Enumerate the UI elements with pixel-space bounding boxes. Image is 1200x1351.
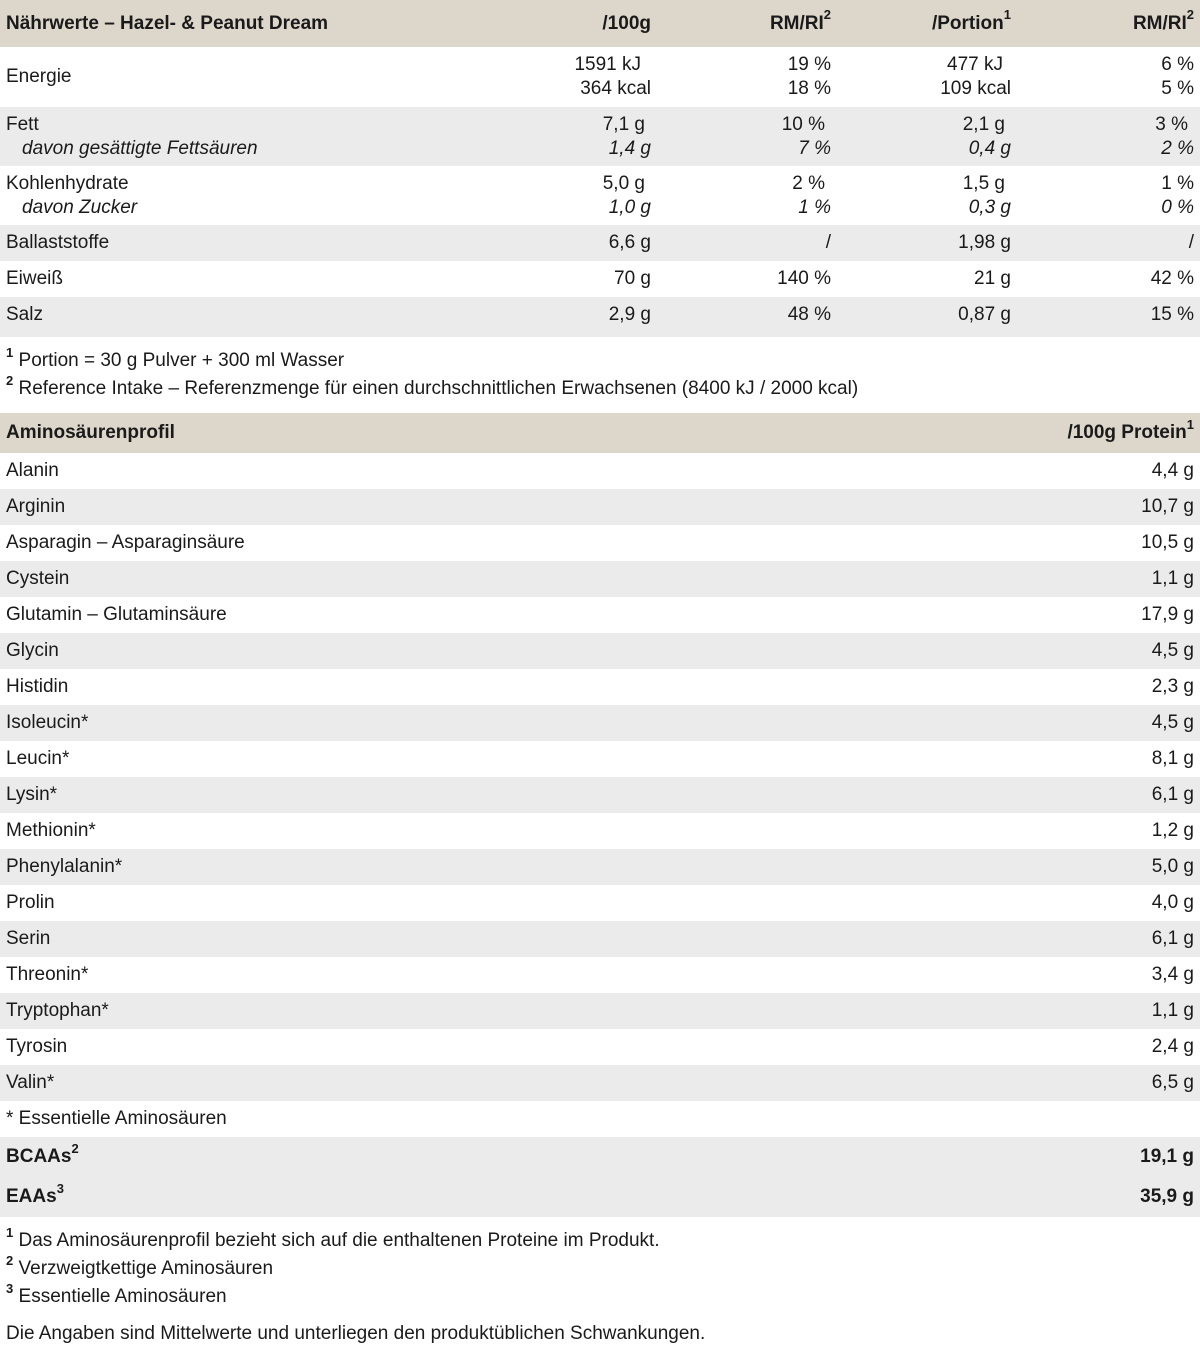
row-label: Energie [0, 47, 460, 107]
value: 1,5 g [962, 172, 1005, 194]
value: 1591 kJ [574, 54, 641, 75]
amino-label: Leucin* [0, 741, 900, 777]
bcaa-row [0, 1137, 1200, 1177]
nutrition-table [0, 0, 1200, 337]
bcaa-value: 19,1 g [900, 1137, 1200, 1177]
amino-label: Isoleucin* [0, 705, 900, 741]
amino-label: Prolin [0, 885, 900, 921]
amino-label: Glycin [0, 633, 900, 669]
nutrition-title: Nährwerte – Hazel- & Peanut Dream [0, 0, 460, 47]
amino-value: 5,0 g [900, 849, 1200, 885]
table-row [0, 705, 1200, 741]
col-per-100g: /100g [460, 0, 657, 47]
footnote: $^3$ Essentielle Aminosäuren [6, 1280, 227, 1307]
value: 2,9 g [460, 297, 657, 333]
value: 0,4 g [968, 137, 1011, 159]
value: / [657, 225, 837, 261]
amino-title: Aminosäurenprofil [0, 413, 900, 453]
table-row [0, 1029, 1200, 1065]
essential-note: * Essentielle Aminosäuren [0, 1101, 1200, 1137]
value: 6,6 g [460, 225, 657, 261]
table-row [0, 777, 1200, 813]
table-row [0, 489, 1200, 525]
value: 3 % [1155, 113, 1188, 135]
amino-value: 4,5 g [900, 633, 1200, 669]
amino-value: 4,4 g [900, 453, 1200, 489]
value: 7 % [798, 137, 831, 159]
nutrition-row-kohlenhydrate [0, 166, 1200, 225]
table-row [0, 1065, 1200, 1101]
row-sublabel: davon Zucker [22, 196, 138, 218]
amino-label: Alanin [0, 453, 900, 489]
amino-value: 2,3 g [900, 669, 1200, 705]
amino-label: Serin [0, 921, 900, 957]
value: 1 % [798, 196, 831, 218]
table-row [0, 525, 1200, 561]
value: 7,1 g [602, 113, 645, 135]
value: 2 % [1161, 137, 1194, 159]
amino-value: 3,4 g [900, 957, 1200, 993]
table-row [0, 813, 1200, 849]
row-label: Ballaststoffe [0, 225, 460, 261]
amino-label: Arginin [0, 489, 900, 525]
table-row [0, 993, 1200, 1029]
row-label: Eiweiß [0, 261, 460, 297]
value: 0,3 g [968, 196, 1011, 218]
row-label: Kohlenhydrate [6, 172, 129, 194]
eaa-label: EAAs$^3$ [0, 1177, 900, 1217]
col-rmri-100g: $RM/RI^2$ [657, 0, 837, 47]
amino-label: Phenylalanin* [0, 849, 900, 885]
value: 0 % [1161, 196, 1194, 218]
amino-header-row [0, 413, 1200, 453]
value: 477 kJ [947, 54, 1003, 75]
value: 1 % [1161, 172, 1194, 194]
table-row [0, 633, 1200, 669]
footnote: $^2$ Verzweigtkettige Aminosäuren [6, 1252, 274, 1279]
disclaimer: Die Angaben sind Mittelwerte und unterliegen den produktüblichen Schwankungen. [6, 1323, 706, 1344]
amino-label: Valin* [0, 1065, 900, 1101]
amino-value: 17,9 g [900, 597, 1200, 633]
amino-label: Threonin* [0, 957, 900, 993]
table-row [0, 669, 1200, 705]
amino-value: 10,5 g [900, 525, 1200, 561]
bcaa-label: BCAAs$^2$ [0, 1137, 900, 1177]
amino-value: 1,1 g [900, 561, 1200, 597]
amino-value: 6,5 g [900, 1065, 1200, 1101]
amino-label: Lysin* [0, 777, 900, 813]
value: 5 % [1161, 78, 1194, 99]
value: 1,0 g [608, 196, 651, 218]
nutrition-header-row [0, 0, 1200, 47]
footnote: $^1$ Das Aminosäurenprofil bezieht sich auf die enthaltenen Proteine im Produkt. [6, 1224, 660, 1251]
table-row [0, 453, 1200, 489]
row-label: Salz [0, 297, 460, 333]
value: 2,1 g [962, 113, 1005, 135]
nutrition-row-energie [0, 47, 1200, 107]
amino-label: Cystein [0, 561, 900, 597]
table-row [0, 921, 1200, 957]
amino-value: 4,0 g [900, 885, 1200, 921]
table-row [0, 741, 1200, 777]
amino-value: 1,1 g [900, 993, 1200, 1029]
amino-table [0, 413, 1200, 1217]
value: 364 kcal [580, 78, 651, 99]
amino-value: 8,1 g [900, 741, 1200, 777]
row-label: Fett [6, 113, 39, 135]
amino-value: 1,2 g [900, 813, 1200, 849]
value: 2 % [792, 172, 825, 194]
amino-label: Methionin* [0, 813, 900, 849]
table-row [0, 597, 1200, 633]
value: 109 kcal [940, 78, 1011, 99]
eaa-value: 35,9 g [900, 1177, 1200, 1217]
footnote: $^1$ Portion = 30 g Pulver + 300 ml Wasser [6, 344, 345, 371]
value: 21 g [837, 261, 1017, 297]
value: 48 % [657, 297, 837, 333]
amino-footnotes [0, 1217, 1200, 1311]
amino-label: Tryptophan* [0, 993, 900, 1029]
footnote: $^2$ Reference Intake – Referenzmenge für einen durchschnittlichen Erwachsenen (8400 kJ / 2000 kcal) [6, 372, 859, 399]
amino-label: Asparagin – Asparaginsäure [0, 525, 900, 561]
value: 10 % [781, 113, 825, 135]
value: 42 % [1017, 261, 1200, 297]
value: 18 % [787, 78, 831, 99]
value: 1,98 g [837, 225, 1017, 261]
amino-value: 6,1 g [900, 921, 1200, 957]
amino-value: 4,5 g [900, 705, 1200, 741]
amino-label: Tyrosin [0, 1029, 900, 1065]
value: 19 % [787, 54, 831, 75]
nutrition-row-salz [0, 297, 1200, 333]
nutrition-row-fett [0, 107, 1200, 166]
nutrition-footnotes [0, 337, 1200, 413]
col-rmri-portion: $RM/RI^2$ [1017, 0, 1200, 47]
amino-label: Histidin [0, 669, 900, 705]
table-row [0, 957, 1200, 993]
amino-value: 2,4 g [900, 1029, 1200, 1065]
nutrition-row-eiweiss [0, 261, 1200, 297]
row-sublabel: davon gesättigte Fettsäuren [22, 137, 258, 159]
amino-value: 10,7 g [900, 489, 1200, 525]
col-per-100g-protein: /100g Protein$^1$ [900, 413, 1200, 453]
amino-label: Glutamin – Glutaminsäure [0, 597, 900, 633]
value: 6 % [1161, 54, 1194, 75]
value: / [1017, 225, 1200, 261]
amino-value: 6,1 g [900, 777, 1200, 813]
value: 1,4 g [608, 137, 651, 159]
table-row [0, 885, 1200, 921]
value: 140 % [657, 261, 837, 297]
eaa-row [0, 1177, 1200, 1217]
value: 0,87 g [837, 297, 1017, 333]
value: 70 g [460, 261, 657, 297]
col-per-portion: /Portion$^1$ [837, 0, 1017, 47]
table-row [0, 561, 1200, 597]
table-row [0, 849, 1200, 885]
essential-note-row [0, 1101, 1200, 1137]
value: 5,0 g [602, 172, 645, 194]
nutrition-row-ballaststoffe [0, 225, 1200, 261]
value: 15 % [1017, 297, 1200, 333]
